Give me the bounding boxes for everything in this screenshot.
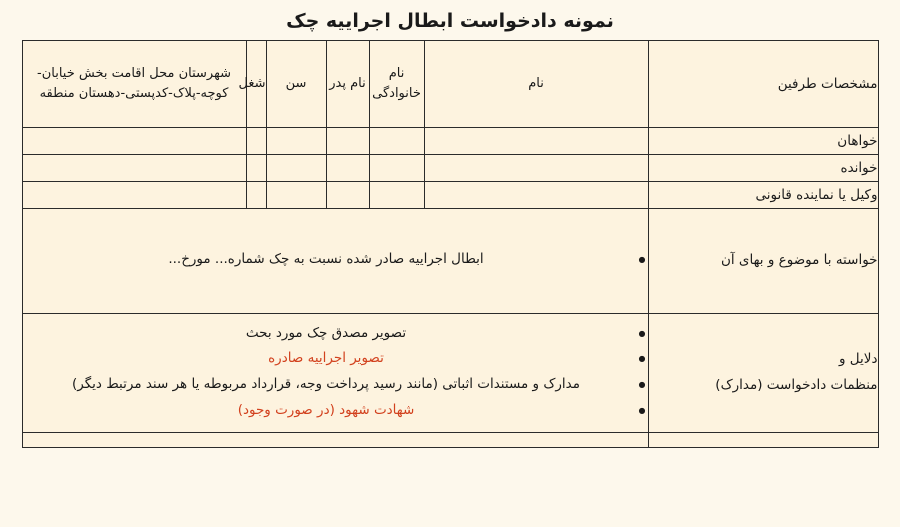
list-item: ● تصویر مصدق چک مورد بحث [23,322,630,348]
header-col-family: نام خانوادگی [369,41,424,128]
list-item: ● ابطال اجراییه صادر شده نسبت به چک شماره... مورخ... [23,248,630,274]
table-header-row [22,41,878,128]
party-label-plaintiff: خواهان [648,128,878,155]
field-defendant-father-name[interactable] [326,155,369,182]
list-item: ● تصویر اجراییه صادره [23,347,630,373]
subject-bullet-list [23,248,648,274]
subject-row [22,209,878,314]
petition-form-table [22,40,879,448]
field-plaintiff-name[interactable] [424,128,648,155]
field-plaintiff-address[interactable] [22,128,246,155]
table-row-partial [22,433,878,448]
subject-content[interactable] [22,209,648,314]
field-plaintiff-job[interactable] [246,128,266,155]
evidence-label-line1: دلایل و [839,351,878,368]
field-defendant-family[interactable] [369,155,424,182]
page-title: نمونه دادخواست ابطال اجراییه چک [286,10,614,32]
field-attorney-family[interactable] [369,182,424,209]
list-item: ● شهادت شهود (در صورت وجود) [23,399,630,425]
table-row [22,182,878,209]
field-attorney-name[interactable] [424,182,648,209]
header-parties-label: مشخصات طرفین [648,41,878,128]
table-row [22,128,878,155]
header-col-address: شهرستان محل اقامت بخش خیابان-کوچه-پلاک-کدپستی-دهستان منطقه [22,41,246,128]
evidence-label [648,314,878,433]
evidence-label-line2: منظمات دادخواست (مدارک) [715,377,878,393]
list-item: ● مدارک و مستندات اثباتی (مانند رسید پرداخت وجه، قرارداد مربوطه یا هر سند مرتبط دیگر) [23,373,630,399]
evidence-bullet-list [23,322,648,425]
field-plaintiff-family[interactable] [369,128,424,155]
field-attorney-address[interactable] [22,182,246,209]
field-attorney-age[interactable] [266,182,326,209]
tail-cell-content [22,433,648,448]
header-col-name: نام [424,41,648,128]
party-label-attorney: وکیل یا نماینده قانونی [648,182,878,209]
header-col-father-name: نام پدر [326,41,369,128]
subject-label: خواسته با موضوع و بهای آن [648,209,878,314]
tail-cell-label [648,433,878,448]
field-defendant-name[interactable] [424,155,648,182]
field-attorney-father-name[interactable] [326,182,369,209]
evidence-row [22,314,878,433]
field-defendant-address[interactable] [22,155,246,182]
field-defendant-age[interactable] [266,155,326,182]
field-plaintiff-father-name[interactable] [326,128,369,155]
field-defendant-job[interactable] [246,155,266,182]
field-attorney-job[interactable] [246,182,266,209]
evidence-content[interactable] [22,314,648,433]
party-label-defendant: خوانده [648,155,878,182]
header-col-age: سن [266,41,326,128]
table-row [22,155,878,182]
field-plaintiff-age[interactable] [266,128,326,155]
header-col-job: شغل [246,41,266,128]
